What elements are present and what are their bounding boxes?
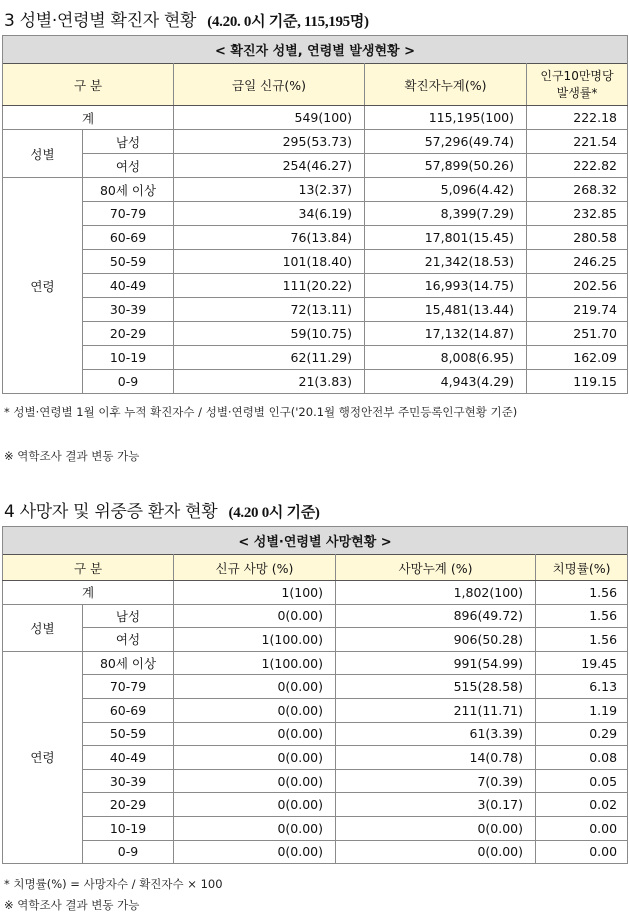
cumulative-value: 906(50.28) — [336, 628, 536, 652]
cumulative-value: 896(49.72) — [336, 604, 536, 628]
table-row — [3, 298, 628, 322]
new-value: 0(0.00) — [174, 746, 336, 770]
table-row — [3, 628, 628, 652]
table-row — [3, 675, 628, 699]
cumulative-value: 14(0.78) — [336, 746, 536, 770]
new-value: 76(13.84) — [174, 226, 365, 250]
rate-value: 1.56 — [536, 581, 628, 605]
row-label: 80세 이상 — [83, 178, 174, 202]
row-label: 20-29 — [83, 793, 174, 817]
table-caption: < 확진자 성별, 연령별 발생현황 > — [3, 36, 628, 64]
header-group: 구 분 — [3, 64, 174, 106]
new-value: 549(100) — [174, 106, 365, 130]
new-value: 21(3.83) — [174, 370, 365, 394]
rate-value: 232.85 — [527, 202, 628, 226]
new-value: 111(20.22) — [174, 274, 365, 298]
table-row — [3, 178, 628, 202]
new-value: 0(0.00) — [174, 722, 336, 746]
table-row — [3, 322, 628, 346]
cumulative-value: 1,802(100) — [336, 581, 536, 605]
cumulative-value: 0(0.00) — [336, 816, 536, 840]
new-value: 0(0.00) — [174, 793, 336, 817]
cumulative-value: 7(0.39) — [336, 769, 536, 793]
new-value: 101(18.40) — [174, 250, 365, 274]
header-new: 신규 사망 (%) — [174, 555, 336, 581]
cumulative-value: 16,993(14.75) — [365, 274, 527, 298]
header-group: 구 분 — [3, 555, 174, 581]
deaths-table — [2, 526, 628, 864]
header-new: 금일 신규(%) — [174, 64, 365, 106]
rate-value: 0.02 — [536, 793, 628, 817]
table-row-total — [3, 106, 628, 130]
table-row — [3, 746, 628, 770]
group-label: 연령 — [3, 178, 83, 394]
table-row — [3, 226, 628, 250]
table-row — [3, 769, 628, 793]
section-3-title — [4, 6, 369, 31]
row-label: 0-9 — [83, 370, 174, 394]
cumulative-value: 15,481(13.44) — [365, 298, 527, 322]
table-row — [3, 154, 628, 178]
table-caption: < 성별·연령별 사망현황 > — [3, 527, 628, 555]
table-row — [3, 840, 628, 864]
section-4-title — [4, 497, 320, 522]
new-value: 0(0.00) — [174, 769, 336, 793]
table-row — [3, 370, 628, 394]
cumulative-value: 515(28.58) — [336, 675, 536, 699]
row-label: 40-49 — [83, 274, 174, 298]
rate-value: 1.56 — [536, 604, 628, 628]
header-cumulative: 사망누계 (%) — [336, 555, 536, 581]
header-rate-line2: 발생률* — [556, 85, 598, 100]
footnote-variation: ※ 역학조사 결과 변동 가능 — [4, 898, 140, 912]
new-value: 62(11.29) — [174, 346, 365, 370]
cumulative-value: 8,008(6.95) — [365, 346, 527, 370]
new-value: 72(13.11) — [174, 298, 365, 322]
footnote-variation: ※ 역학조사 결과 변동 가능 — [4, 449, 140, 463]
table-row — [3, 722, 628, 746]
header-rate — [527, 64, 628, 106]
row-label: 30-39 — [83, 769, 174, 793]
table-row — [3, 816, 628, 840]
rate-value: 280.58 — [527, 226, 628, 250]
row-label: 0-9 — [83, 840, 174, 864]
row-label: 50-59 — [83, 722, 174, 746]
row-label: 70-79 — [83, 202, 174, 226]
rate-value: 0.08 — [536, 746, 628, 770]
footnote-fatality: * 치명률(%) = 사망자수 / 확진자수 × 100 — [4, 877, 223, 891]
cumulative-value: 991(54.99) — [336, 651, 536, 675]
header-rate-line1: 인구10만명당 — [540, 68, 614, 83]
new-value: 59(10.75) — [174, 322, 365, 346]
rate-value: 222.18 — [527, 106, 628, 130]
table-row — [3, 793, 628, 817]
row-label: 여성 — [83, 154, 174, 178]
new-value: 0(0.00) — [174, 840, 336, 864]
new-value: 254(46.27) — [174, 154, 365, 178]
new-value: 34(6.19) — [174, 202, 365, 226]
new-value: 0(0.00) — [174, 675, 336, 699]
rate-value: 162.09 — [527, 346, 628, 370]
cumulative-value: 21,342(18.53) — [365, 250, 527, 274]
rate-value: 1.56 — [536, 628, 628, 652]
row-label: 70-79 — [83, 675, 174, 699]
table-row — [3, 651, 628, 675]
rate-value: 19.45 — [536, 651, 628, 675]
table-row — [3, 698, 628, 722]
table-row — [3, 130, 628, 154]
section-number: 3 — [4, 11, 15, 31]
cumulative-value: 211(11.71) — [336, 698, 536, 722]
cumulative-value: 61(3.39) — [336, 722, 536, 746]
rate-value: 0.00 — [536, 816, 628, 840]
group-label: 연령 — [3, 651, 83, 863]
row-label: 60-69 — [83, 226, 174, 250]
rate-value: 0.05 — [536, 769, 628, 793]
rate-value: 222.82 — [527, 154, 628, 178]
table-row — [3, 250, 628, 274]
table-row-total — [3, 581, 628, 605]
table-row — [3, 202, 628, 226]
section-heading: 성별·연령별 확진자 현황 — [19, 11, 197, 31]
new-value: 0(0.00) — [174, 698, 336, 722]
row-label: 10-19 — [83, 346, 174, 370]
header-rate: 치명률(%) — [536, 555, 628, 581]
cumulative-value: 8,399(7.29) — [365, 202, 527, 226]
new-value: 0(0.00) — [174, 604, 336, 628]
group-label: 성별 — [3, 604, 83, 651]
new-value: 13(2.37) — [174, 178, 365, 202]
cumulative-value: 57,296(49.74) — [365, 130, 527, 154]
new-value: 1(100) — [174, 581, 336, 605]
header-cumulative: 확진자누계(%) — [365, 64, 527, 106]
table-row — [3, 604, 628, 628]
new-value: 0(0.00) — [174, 816, 336, 840]
row-label: 10-19 — [83, 816, 174, 840]
rate-value: 0.00 — [536, 840, 628, 864]
group-label: 성별 — [3, 130, 83, 178]
section-subtitle: (4.20 0시 기준) — [228, 505, 320, 521]
section-heading: 사망자 및 위중증 환자 현황 — [19, 502, 218, 522]
rate-value: 119.15 — [527, 370, 628, 394]
cumulative-value: 0(0.00) — [336, 840, 536, 864]
cumulative-value: 4,943(4.29) — [365, 370, 527, 394]
rate-value: 202.56 — [527, 274, 628, 298]
confirmed-cases-table — [2, 35, 628, 394]
total-label: 계 — [3, 106, 174, 130]
row-label: 남성 — [83, 604, 174, 628]
rate-value: 251.70 — [527, 322, 628, 346]
row-label: 80세 이상 — [83, 651, 174, 675]
new-value: 1(100.00) — [174, 651, 336, 675]
rate-value: 246.25 — [527, 250, 628, 274]
new-value: 295(53.73) — [174, 130, 365, 154]
cumulative-value: 3(0.17) — [336, 793, 536, 817]
row-label: 20-29 — [83, 322, 174, 346]
footnote-rate: * 성별·연령별 1월 이후 누적 확진자수 / 성별·연령별 인구('20.1월 행정안전부 주민등록인구현황 기준) — [4, 405, 518, 419]
rate-value: 268.32 — [527, 178, 628, 202]
rate-value: 6.13 — [536, 675, 628, 699]
row-label: 남성 — [83, 130, 174, 154]
table-row — [3, 274, 628, 298]
total-label: 계 — [3, 581, 174, 605]
row-label: 30-39 — [83, 298, 174, 322]
row-label: 50-59 — [83, 250, 174, 274]
row-label: 40-49 — [83, 746, 174, 770]
cumulative-value: 5,096(4.42) — [365, 178, 527, 202]
cumulative-value: 17,801(15.45) — [365, 226, 527, 250]
rate-value: 0.29 — [536, 722, 628, 746]
rate-value: 1.19 — [536, 698, 628, 722]
new-value: 1(100.00) — [174, 628, 336, 652]
cumulative-value: 57,899(50.26) — [365, 154, 527, 178]
row-label: 60-69 — [83, 698, 174, 722]
cumulative-value: 115,195(100) — [365, 106, 527, 130]
table-row — [3, 346, 628, 370]
section-subtitle: (4.20. 0시 기준, 115,195명) — [207, 14, 369, 30]
row-label: 여성 — [83, 628, 174, 652]
cumulative-value: 17,132(14.87) — [365, 322, 527, 346]
rate-value: 219.74 — [527, 298, 628, 322]
section-number: 4 — [4, 502, 15, 522]
rate-value: 221.54 — [527, 130, 628, 154]
